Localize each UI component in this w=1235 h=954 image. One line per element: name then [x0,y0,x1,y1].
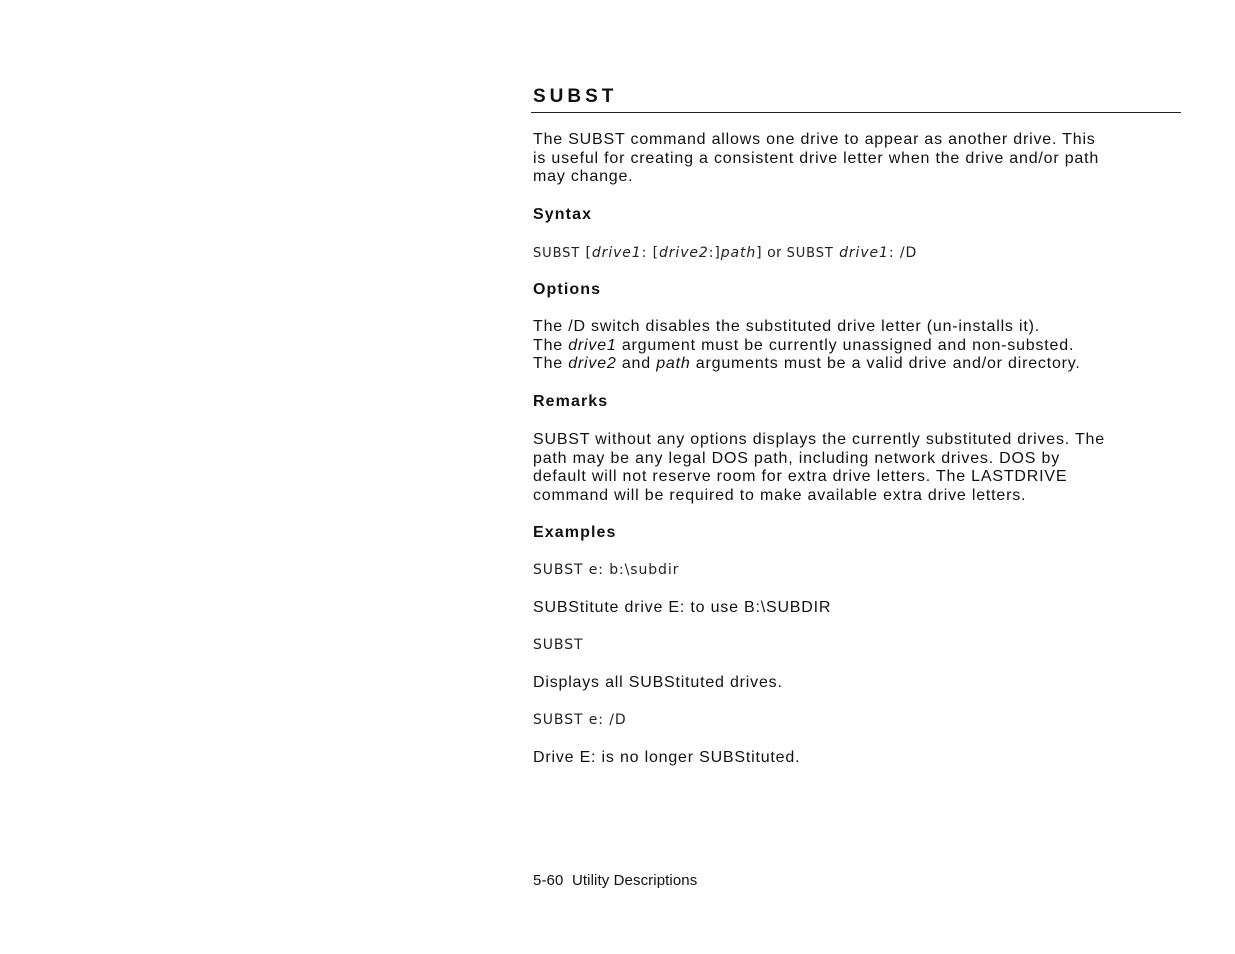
syntax-switch: : /D [888,245,918,261]
title-underline [531,112,1181,113]
intro-line: may change. [533,168,634,186]
examples-heading: Examples [533,524,617,541]
intro-paragraph [533,131,1099,187]
syntax-arg-drive1: drive1 [839,245,889,261]
section-title: SUBST [533,86,618,107]
syntax-command: SUBST [533,246,581,261]
options-line: The /D switch disables the substituted drive letter (un-installs it). [533,318,1040,335]
syntax-punct: : [ [641,245,659,261]
options-line: The drive2 and path arguments must be a valid drive and/or directory. [533,355,1081,373]
intro-line: The SUBST command allows one drive to appear as another drive. This [533,131,1096,148]
remarks-paragraph [533,431,1105,505]
example-description: Drive E: is no longer SUBStituted. [533,749,801,766]
argument-path: path [656,355,691,373]
argument-drive1: drive1 [568,336,617,354]
syntax-punct: [ [580,245,592,261]
syntax-command: SUBST [786,246,834,261]
syntax-punct: :] [708,245,721,261]
syntax-line [533,244,917,261]
options-paragraph [533,318,1081,374]
options-heading: Options [533,281,602,298]
argument-drive2: drive2 [568,355,617,373]
example-command: SUBST e: /D [533,712,627,728]
remarks-line: default will not reserve room for extra drive letters. The LASTDRIVE [533,468,1068,486]
syntax-or: or [762,244,787,261]
remarks-line: path may be any legal DOS path, including network drives. DOS by [533,449,1060,467]
intro-line: is useful for creating a consistent drive letter when the drive and/or path [533,149,1100,167]
syntax-heading: Syntax [533,206,593,223]
remarks-line: command will be required to make available extra drive letters. [533,486,1027,504]
example-command: SUBST e: b:\subdir [533,562,680,578]
syntax-arg-drive1: drive1 [591,245,642,261]
example-description: Displays all SUBStituted drives. [533,674,783,691]
example-description: SUBStitute drive E: to use B:\SUBDIR [533,599,832,616]
document-page [533,0,1181,954]
remarks-line: SUBST without any options displays the currently substituted drives. The [533,431,1105,448]
example-command: SUBST [533,637,584,653]
syntax-punct: ] [756,245,763,261]
options-line: The drive1 argument must be currently unassigned and non-substed. [533,336,1075,354]
page-footer: 5-60 Utility Descriptions [533,872,698,889]
syntax-arg-drive2: drive2 [658,245,709,261]
syntax-arg-path: path [720,245,757,261]
remarks-heading: Remarks [533,393,609,410]
